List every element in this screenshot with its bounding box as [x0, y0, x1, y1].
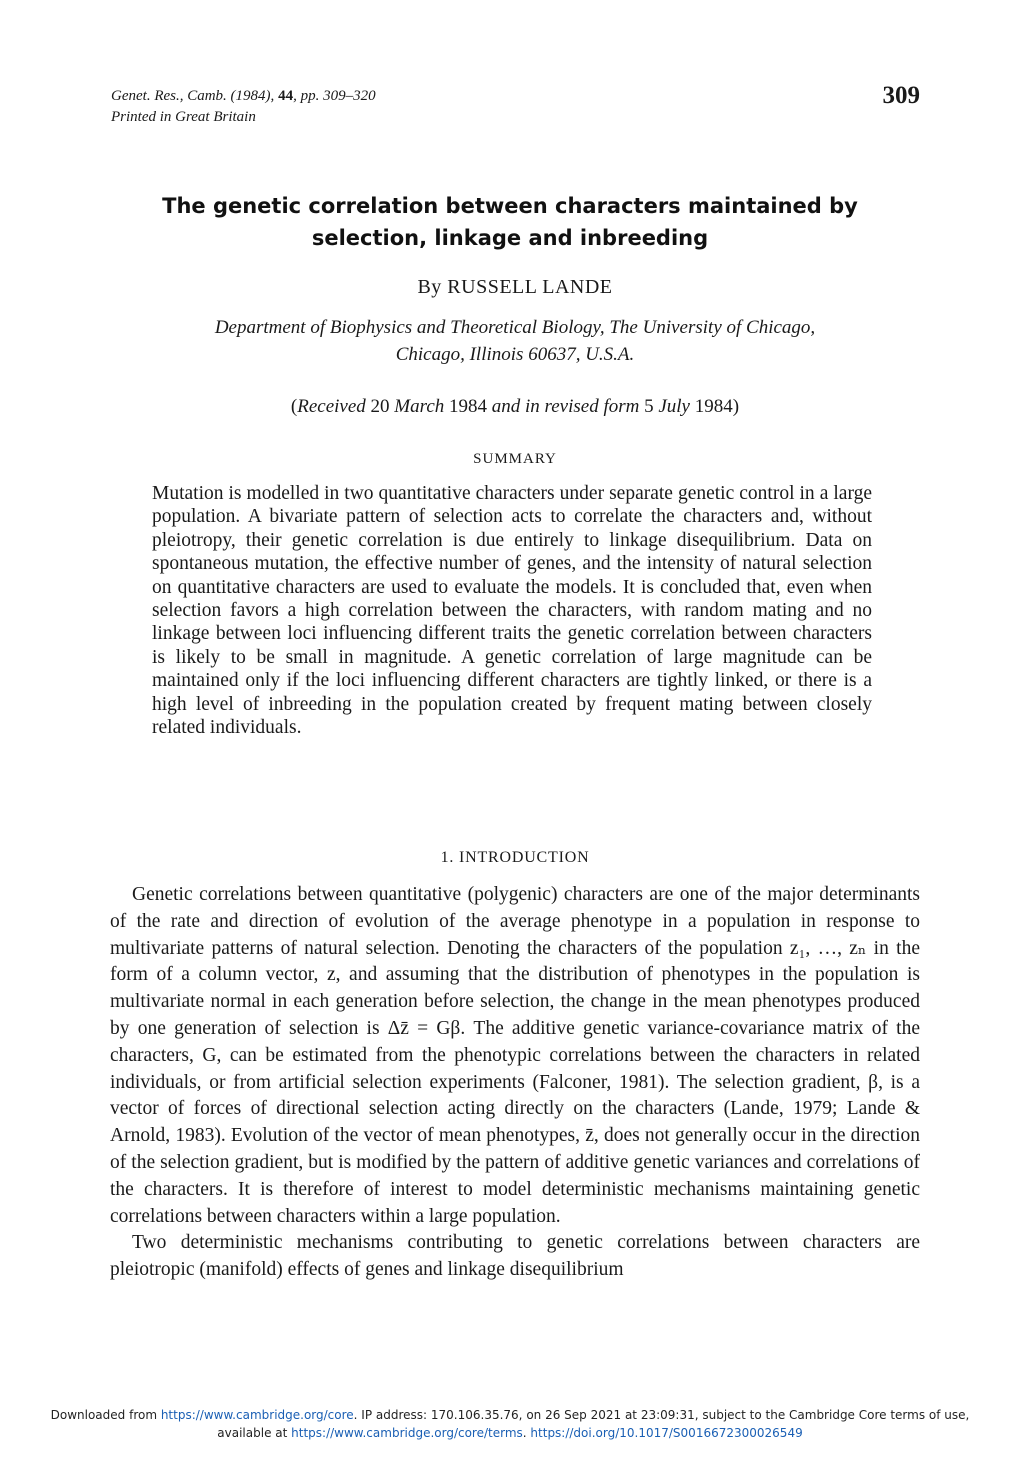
journal-pages: , pp. 309–320	[293, 88, 376, 104]
footer-downloaded-from: Downloaded from	[50, 1408, 161, 1422]
revised-year: 1984)	[690, 396, 740, 417]
footer-period: .	[522, 1426, 531, 1440]
title-line-2: selection, linkage and inbreeding	[311, 226, 709, 250]
introduction-heading: 1. INTRODUCTION	[440, 849, 590, 866]
terms-link[interactable]: https://www.cambridge.org/core/terms	[291, 1426, 523, 1440]
revised-month: July	[658, 396, 690, 417]
journal-citation	[111, 86, 611, 128]
journal-volume: 44	[278, 88, 294, 104]
intro-paragraph-1: Genetic correlations between quantitative (polygenic) characters are one of the major determinants of the rate and direction of evolution of the average phenotype in a population in response to multivariate patterns of natural selection. Denoting the characters of the population z₁, …, zₙ in the form of a column vector, z, and assuming that the distribution of phenotypes in the population is multivariate normal in each generation before selection, the change in the mean phenotypes produced by one generation of selection is Δz̄ = Gβ. The additive genetic variance-covariance matrix of the characters, G, can be estimated from the phenotypic correlations between the characters in related individuals, or from artificial selection experiments (Falconer, 1981). The selection gradient, β, is a vector of forces of directional selection acting directly on the characters (Lande, 1979; Lande & Arnold, 1983). Evolution of the vector of mean phenotypes, z̄, does not generally occur in the direction of the selection gradient, but is modified by the pattern of additive genetic variances and correlations of the characters. It is therefore of interest to model deterministic mechanisms maintaining genetic correlations between characters within a large population.	[110, 884, 920, 1227]
footer-line-1	[0, 1406, 1020, 1424]
title-line-1: The genetic correlation between characters maintained by	[162, 194, 858, 218]
received-open: (	[290, 396, 298, 417]
revised-label: and in revised form	[491, 396, 640, 417]
introduction-body	[110, 882, 920, 1284]
printed-in: Printed in Great Britain	[111, 109, 256, 125]
journal-line	[111, 86, 611, 107]
intro-paragraph-2: Two deterministic mechanisms contributing to genetic correlations between characters are pleiotropic (manifold) effects of genes and linkage disequilibrium	[110, 1232, 920, 1281]
journal-line-prefix: Genet. Res., Camb. (1984),	[111, 88, 279, 104]
page-number: 309	[882, 82, 920, 109]
revised-day: 5	[639, 396, 659, 417]
doi-link[interactable]: https://doi.org/10.1017/S0016672300026549	[530, 1426, 803, 1440]
footer-ip-text: . IP address: 170.106.35.76, on 26 Sep 2021 at 23:09:31, subject to the Cambridge Core terms of use,	[353, 1408, 970, 1422]
received-label: Received	[297, 396, 366, 417]
affiliation-line-1: Department of Biophysics and Theoretical Biology, The University of Chicago,	[214, 317, 816, 338]
author-byline: By RUSSELL LANDE	[417, 276, 613, 298]
core-link[interactable]: https://www.cambridge.org/core	[160, 1408, 354, 1422]
paper-title	[130, 190, 890, 254]
received-year: 1984	[444, 396, 492, 417]
footer-available-at: available at	[217, 1426, 292, 1440]
author-affiliation	[110, 314, 920, 368]
received-day: 20	[365, 396, 395, 417]
received-dates	[110, 396, 920, 418]
summary-text: Mutation is modelled in two quantitative characters under separate genetic control in a large population. A bivariate pattern of selection acts to correlate the characters and, without pleiotropy, their genetic correlation is due entirely to linkage disequilibrium. Data on spontaneous mutation, the effective number of genes, and the intensity of natural selection on quantitative characters are used to evaluate the models. It is concluded that, even when selection favors a high correlation between the characters, with random mating and no linkage between loci influencing different traits the genetic correlation between characters is likely to be small in magnitude. A genetic correlation of large magnitude can be maintained only if the loci influencing different characters are tightly linked, or there is a high level of inbreeding in the population created by frequent mating between closely related individuals.	[152, 483, 872, 739]
download-footer	[0, 1406, 1020, 1442]
summary-heading: SUMMARY	[473, 451, 557, 467]
received-month: March	[394, 396, 445, 417]
footer-line-2	[0, 1424, 1020, 1442]
affiliation-line-2: Chicago, Illinois 60637, U.S.A.	[395, 344, 635, 365]
